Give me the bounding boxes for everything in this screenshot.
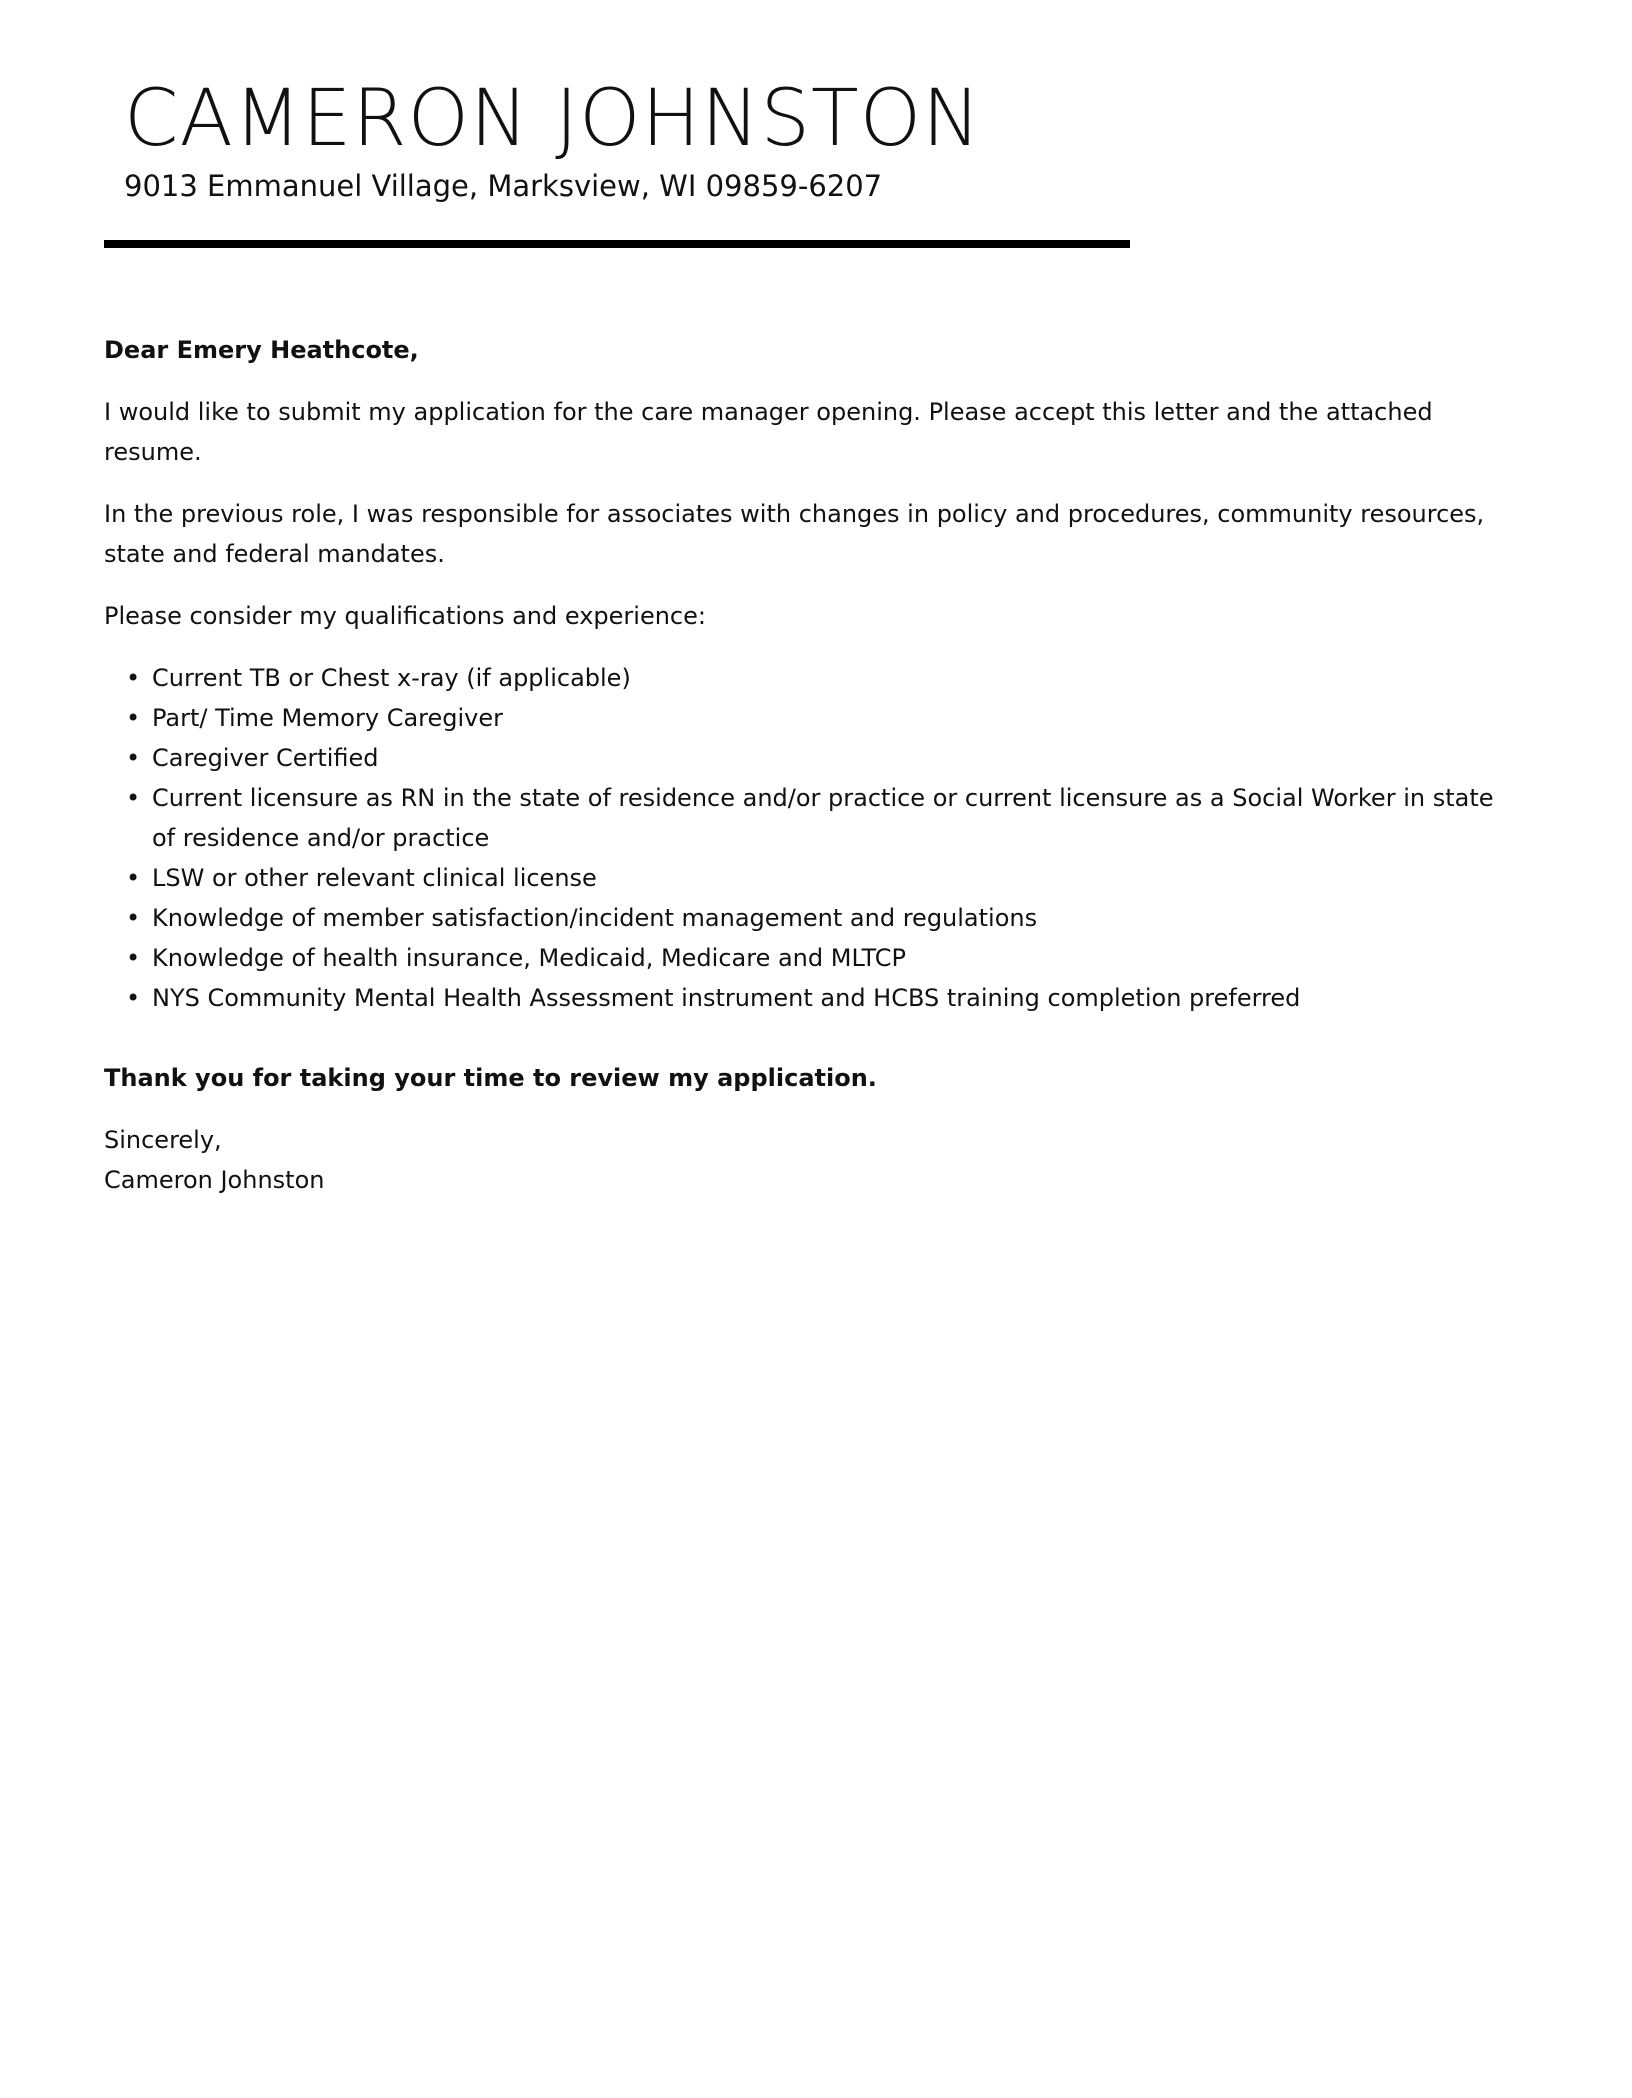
salutation: Dear Emery Heathcote, [104, 336, 419, 364]
bullet-icon: • [126, 944, 141, 972]
list-item [126, 978, 1524, 1018]
list-item [126, 898, 1524, 938]
bullet-icon: • [126, 744, 141, 772]
list-item [126, 658, 1524, 698]
bullet-icon: • [126, 864, 141, 892]
experience-paragraph: In the previous role, I was responsible for associates with changes in policy and procedures, community resources, state and federal mandates. [104, 500, 1485, 568]
bullet-icon: • [126, 784, 141, 812]
list-item-text: Knowledge of health insurance, Medicaid, Medicare and MLTCP [152, 944, 907, 972]
list-item-text: NYS Community Mental Health Assessment instrument and HCBS training completion preferred [152, 984, 1301, 1012]
list-item [126, 778, 1524, 858]
qualifications-intro: Please consider my qualifications and experience: [104, 602, 706, 630]
list-item-text: Knowledge of member satisfaction/incident management and regulations [152, 904, 1038, 932]
letter-header [124, 72, 1124, 206]
bullet-icon: • [126, 664, 141, 692]
list-item-text: Current TB or Chest x-ray (if applicable) [152, 664, 631, 692]
qualifications-list [104, 658, 1524, 1018]
applicant-address: 9013 Emmanuel Village, Marksview, WI 09859-6207 [124, 169, 883, 203]
list-item [126, 858, 1524, 898]
bullet-icon: • [126, 984, 141, 1012]
closing-line: Thank you for taking your time to review my application. [104, 1064, 877, 1092]
list-item [126, 938, 1524, 978]
list-item-text: Caregiver Certified [152, 744, 379, 772]
list-item [126, 698, 1524, 738]
bullet-icon: • [126, 904, 141, 932]
list-item [126, 738, 1524, 778]
header-divider [104, 240, 1130, 248]
letter-body [104, 330, 1524, 1200]
signature-name: Cameron Johnston [104, 1166, 325, 1194]
list-item-text: Current licensure as RN in the state of residence and/or practice or current licensure as a Social Worker in state of residence and/or practice [152, 784, 1494, 852]
list-item-text: LSW or other relevant clinical license [152, 864, 597, 892]
intro-paragraph: I would like to submit my application for the care manager opening. Please accept this letter and the attached resume. [104, 398, 1433, 466]
list-item-text: Part/ Time Memory Caregiver [152, 704, 503, 732]
applicant-name: CAMERON JOHNSTON [124, 74, 982, 164]
signoff: Sincerely, [104, 1126, 222, 1154]
bullet-icon: • [126, 704, 141, 732]
